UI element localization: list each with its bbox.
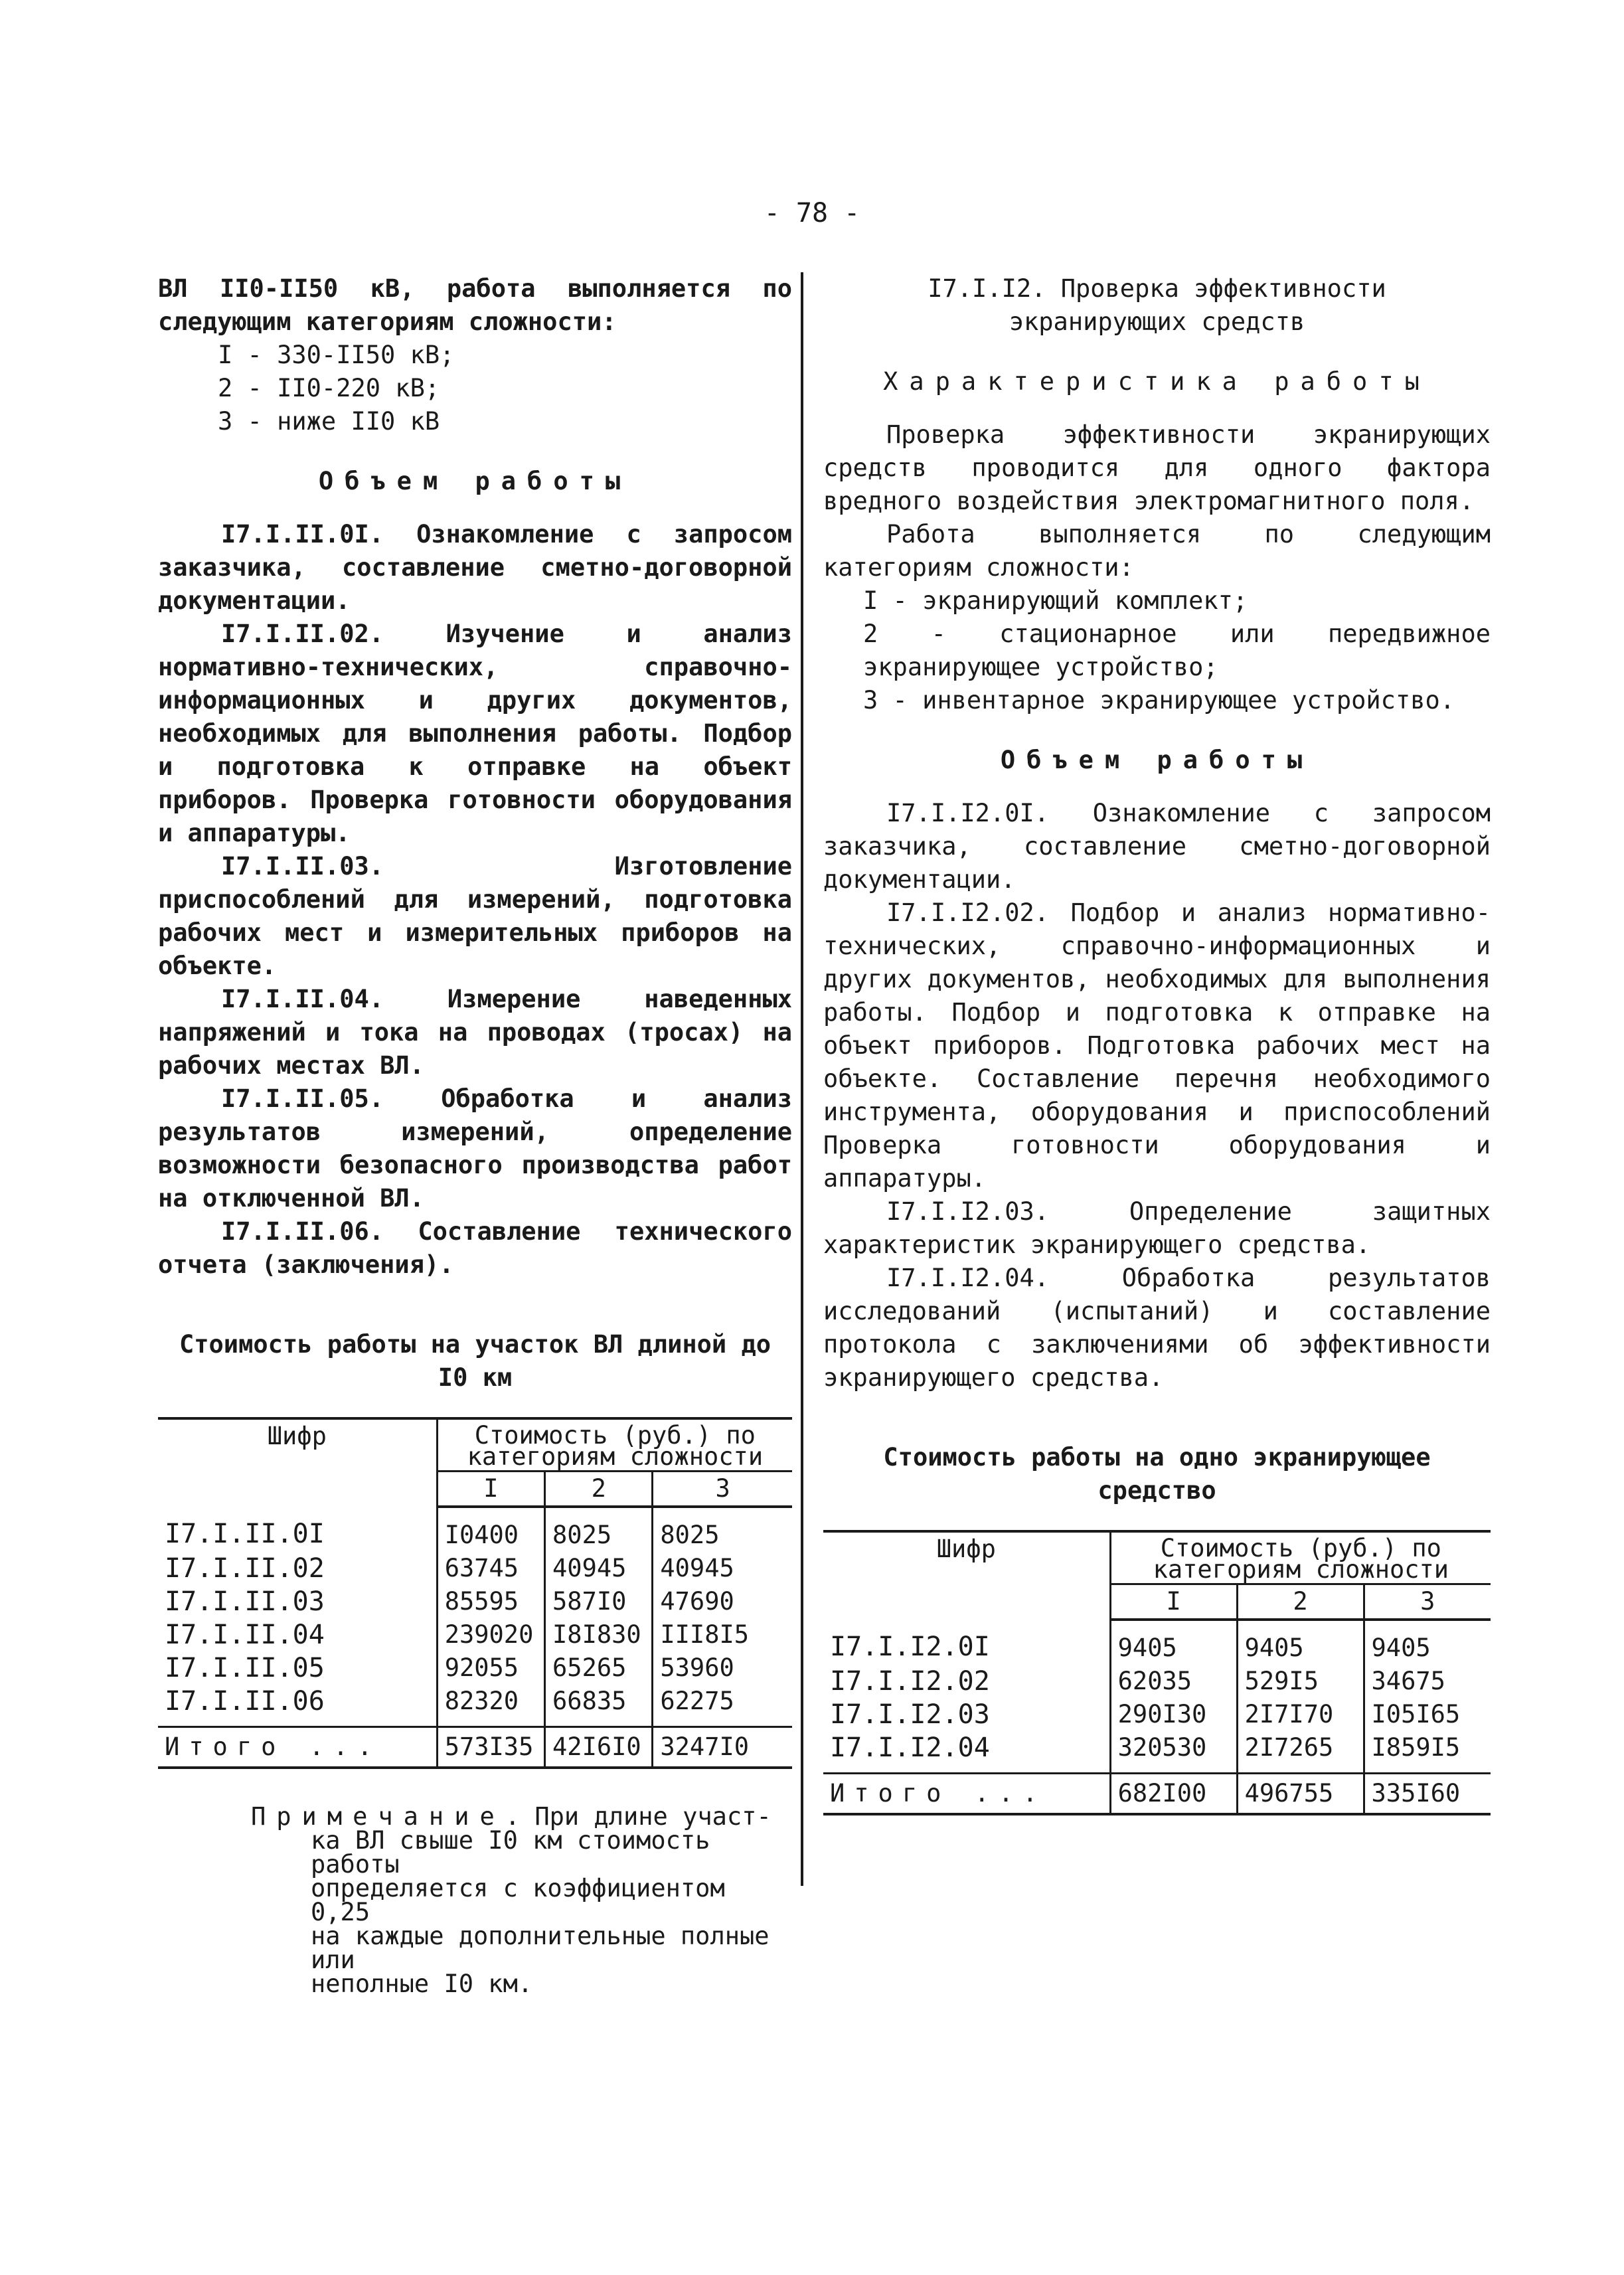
section-title: I7.I.I2. Проверка эффективности экранирующих средств <box>928 274 1386 336</box>
category-header: 3 <box>653 1472 792 1507</box>
row-value: 62275 <box>653 1685 792 1727</box>
scope-item: I7.I.I2.03. Определение защитных характеристик экранирующего средства. <box>823 1197 1491 1259</box>
note-line: на каждые дополнительные полные или <box>311 1922 770 1974</box>
scope-item: I7.I.II.02. Изучение и анализ нормативно-технических, справочно-информационных и других документов, необходимых для выполнения работы. Подбор и подготовка к отправке на объект приборов. Проверка готовности оборудования и аппаратуры. <box>158 620 792 847</box>
total-value: 496755 <box>1237 1774 1364 1815</box>
table-row <box>823 1731 1491 1774</box>
row-value: 40945 <box>653 1552 792 1585</box>
categories-intro: Работа выполняется по следующим категориям сложности: <box>823 520 1491 582</box>
total-row <box>158 1727 792 1768</box>
row-value: 66835 <box>545 1685 653 1727</box>
row-value: 9405 <box>1364 1620 1491 1665</box>
note-line: . При длине участ- <box>505 1802 771 1831</box>
scope-heading: Объем работы <box>318 467 632 495</box>
category-3: 3 - инвентарное экранирующее устройство. <box>863 686 1455 715</box>
row-value: 2I7I70 <box>1237 1698 1364 1731</box>
scope-heading: Объем работы <box>1000 746 1314 774</box>
table-row <box>158 1618 792 1651</box>
row-code: I7.I.II.06 <box>165 1686 325 1717</box>
row-value: I8I830 <box>545 1618 653 1651</box>
code-header: Шифр <box>823 1531 1110 1620</box>
category-3: 3 - ниже II0 кВ <box>218 407 440 436</box>
scope-item: I7.I.II.05. Обработка и анализ результатов измерений, определение возможности безопасного производства работ на отключенной ВЛ. <box>158 1084 792 1213</box>
table-row <box>823 1665 1491 1698</box>
category-header: 2 <box>545 1472 653 1507</box>
total-value: 3247I0 <box>653 1727 792 1768</box>
category-1: I - 330-II50 кВ; <box>218 341 455 369</box>
table-row <box>823 1620 1491 1665</box>
row-code: I7.I.II.02 <box>165 1553 325 1584</box>
row-value: 8025 <box>545 1507 653 1552</box>
row-value: 65265 <box>545 1651 653 1685</box>
scope-item: I7.I.II.06. Составление технического отчета (заключения). <box>158 1217 792 1279</box>
cost-header: Стоимость (руб.) по категориям сложности <box>437 1418 792 1472</box>
table-row <box>158 1685 792 1727</box>
row-value: 62035 <box>1110 1665 1237 1698</box>
table-row <box>158 1507 792 1552</box>
table-row <box>158 1585 792 1618</box>
row-value: 290I30 <box>1110 1698 1237 1731</box>
row-code: I7.I.I2.04 <box>830 1732 990 1763</box>
row-value: 239020 <box>437 1618 544 1651</box>
total-row <box>823 1774 1491 1815</box>
note-line: ка ВЛ свыше I0 км стоимость работы <box>311 1826 710 1879</box>
characteristics-heading: Характеристика работы <box>883 367 1431 396</box>
total-value: 573I35 <box>437 1727 544 1768</box>
row-code: I7.I.I2.02 <box>830 1666 990 1697</box>
row-value: 9405 <box>1110 1620 1237 1665</box>
row-code: I7.I.I2.03 <box>830 1699 990 1730</box>
scope-item: I7.I.II.03. Изготовление приспособлений для измерений, подготовка рабочих мест и измерительных приборов на объекте. <box>158 852 792 980</box>
total-value: 682I00 <box>1110 1774 1237 1815</box>
row-value: 529I5 <box>1237 1665 1364 1698</box>
row-value: 82320 <box>437 1685 544 1727</box>
row-code: I7.I.II.0I <box>165 1519 325 1549</box>
row-value: I859I5 <box>1364 1731 1491 1774</box>
row-code: I7.I.II.03 <box>165 1586 325 1617</box>
row-value: 34675 <box>1364 1665 1491 1698</box>
total-label: Итого ... <box>158 1727 437 1768</box>
scope-item: I7.I.I2.04. Обработка результатов исследований (испытаний) и составление протокола с заключениями об эффективности экранирующего средства. <box>823 1264 1491 1392</box>
row-value: 63745 <box>437 1552 544 1585</box>
category-2: 2 - II0-220 кВ; <box>218 374 440 402</box>
total-label: Итого ... <box>823 1774 1110 1815</box>
note <box>158 1802 792 1998</box>
category-header: 3 <box>1364 1584 1491 1620</box>
row-value: 92055 <box>437 1651 544 1685</box>
row-value: 85595 <box>437 1585 544 1618</box>
category-header: I <box>437 1472 544 1507</box>
row-value: 587I0 <box>545 1585 653 1618</box>
row-value: 53960 <box>653 1651 792 1685</box>
table-row <box>158 1552 792 1585</box>
page-number: - 78 - <box>764 198 860 228</box>
scope-item: I7.I.I2.0I. Ознакомление с запросом заказчика, составление сметно-договорной документации. <box>823 799 1491 894</box>
cost-table <box>823 1530 1491 1815</box>
table-row <box>158 1651 792 1685</box>
category-header: I <box>1110 1584 1237 1620</box>
row-code: I7.I.II.05 <box>165 1653 325 1683</box>
total-value: 335I60 <box>1364 1774 1491 1815</box>
row-value: III8I5 <box>653 1618 792 1651</box>
left-column <box>158 272 792 1996</box>
note-line: неполные I0 км. <box>311 1970 533 1998</box>
column-divider <box>801 272 803 1886</box>
note-label: Примечание <box>251 1802 505 1831</box>
scope-item: I7.I.II.0I. Ознакомление с запросом заказчика, составление сметно-договорной документации. <box>158 520 792 615</box>
cost-table <box>158 1417 792 1769</box>
row-value: 47690 <box>653 1585 792 1618</box>
total-value: 42I6I0 <box>545 1727 653 1768</box>
category-2: 2 - стационарное или передвижное экранирующее устройство; <box>863 620 1491 681</box>
category-header: 2 <box>1237 1584 1364 1620</box>
table-title: Стоимость работы на одно экранирующее средство <box>883 1443 1431 1505</box>
row-value: 8025 <box>653 1507 792 1552</box>
row-value: 2I7265 <box>1237 1731 1364 1774</box>
row-code: I7.I.II.04 <box>165 1620 325 1650</box>
table-title: Стоимость работы на участок ВЛ длиной до I0 км <box>179 1330 771 1392</box>
intro-text: ВЛ II0-II50 кВ, работа выполняется по следующим категориям сложности: <box>158 274 792 336</box>
right-column <box>823 272 1491 1815</box>
row-code: I7.I.I2.0I <box>830 1632 990 1662</box>
characteristics-text: Проверка эффективности экранирующих средств проводится для одного фактора вредного воздействия электромагнитного поля. <box>823 420 1491 515</box>
row-value: 40945 <box>545 1552 653 1585</box>
row-value: I0400 <box>437 1507 544 1552</box>
scope-item: I7.I.II.04. Измерение наведенных напряжений и тока на проводах (тросах) на рабочих местах ВЛ. <box>158 985 792 1080</box>
category-1: I - экранирующий комплект; <box>863 586 1248 615</box>
row-value: I05I65 <box>1364 1698 1491 1731</box>
scope-item: I7.I.I2.02. Подбор и анализ нормативно-технических, справочно-информационных и других документов, необходимых для выполнения работы. Подбор и подготовка к отправке на объект приборов. Подготовка рабочих мест на объекте. Составление перечня необходимого инструмента, оборудования и приспособлений Проверка готовности оборудования и аппаратуры. <box>823 898 1491 1193</box>
table-row <box>823 1698 1491 1731</box>
row-value: 9405 <box>1237 1620 1364 1665</box>
code-header: Шифр <box>158 1418 437 1507</box>
row-value: 320530 <box>1110 1731 1237 1774</box>
note-line: определяется с коэффициентом 0,25 <box>311 1874 725 1926</box>
cost-header: Стоимость (руб.) по категориям сложности <box>1110 1531 1491 1584</box>
